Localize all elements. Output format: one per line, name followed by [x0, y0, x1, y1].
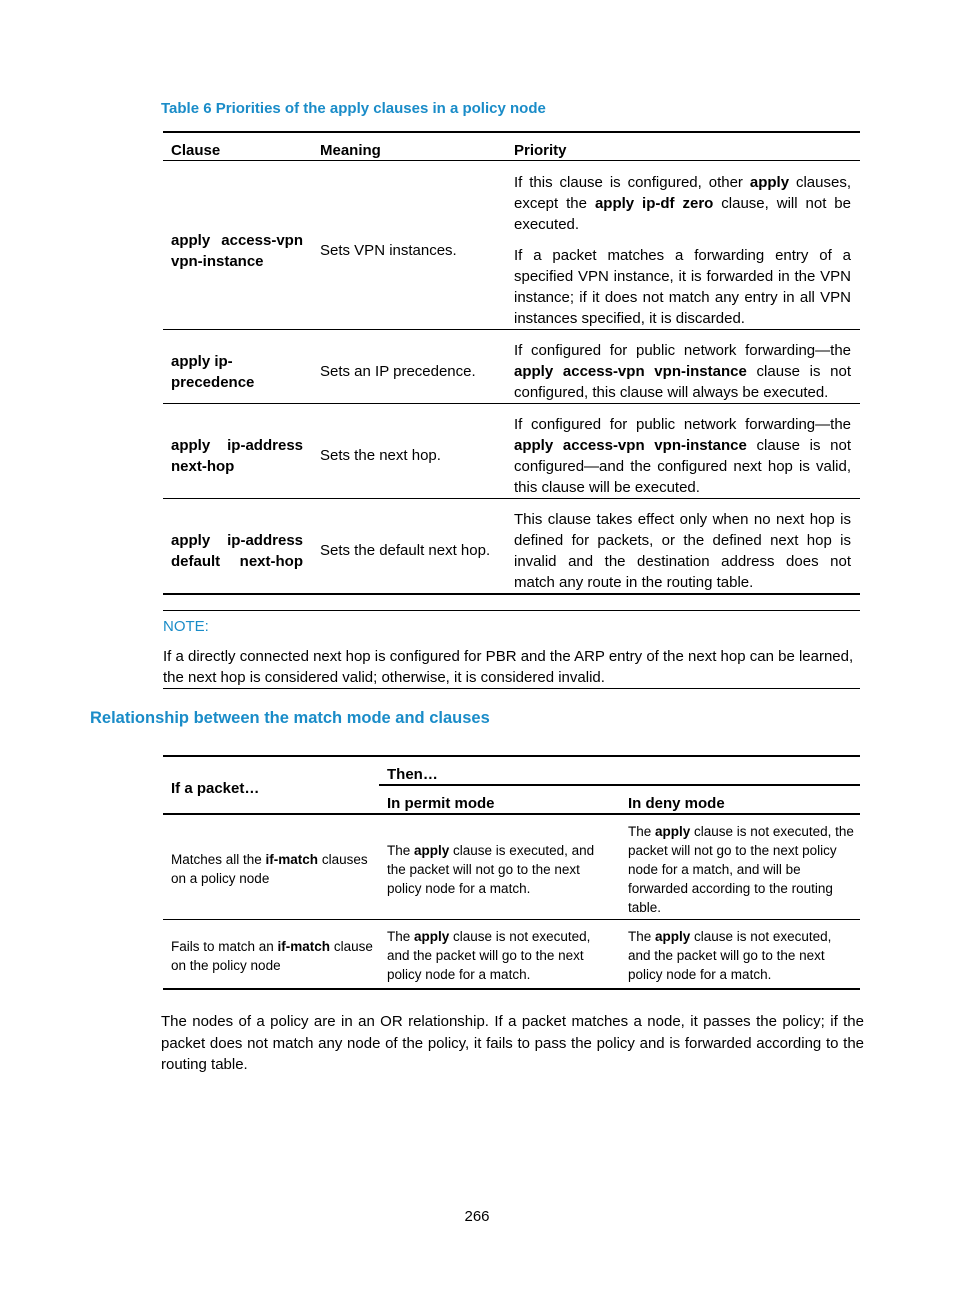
clause-cell: apply ip-precedence [171, 353, 255, 391]
body-paragraph: The nodes of a policy are in an OR relationship. If a packet matches a node, it passes the policy; if the packet does not match any node of the policy, it fails to pass the policy and is forwarded according to the routing table. [161, 1013, 864, 1073]
meaning-cell: Sets the next hop. [320, 447, 441, 464]
note-bottom-rule [163, 688, 860, 689]
table-row-divider [163, 498, 860, 499]
table-bottom-rule [163, 593, 860, 595]
priority-cell: If configured for public network forwarding—the apply access-vpn vpn-instance clause is not configured—and the configured next hop is valid, this clause will be executed. [514, 416, 852, 496]
priority-cell: If this clause is configured, other apply clauses, except the apply ip-df zero clause, will not be executed. [514, 174, 852, 233]
permit-cell: The apply clause is executed, and the packet will not go to the next policy node for a match. [387, 843, 595, 896]
table-caption: Table 6 Priorities of the apply clauses in a policy node [161, 100, 546, 117]
packet-cell: Matches all the if-match clauses on a policy node [171, 852, 368, 886]
column-header-clause: Clause [171, 142, 221, 159]
packet-cell: Fails to match an if-match clause on the policy node [171, 939, 373, 973]
meaning-cell: Sets VPN instances. [320, 242, 457, 259]
page-number: 266 [464, 1208, 490, 1225]
priority-cell: If configured for public network forwarding—the apply access-vpn vpn-instance clause is not configured, this clause will always be executed. [514, 342, 852, 401]
note-top-rule [163, 610, 860, 611]
deny-cell: The apply clause is not executed, and the packet will go to the next policy node for a match. [628, 929, 832, 982]
note-text: If a directly connected next hop is configured for PBR and the ARP entry of the next hop can be learned, the next hop is considered valid; otherwise, it is considered invalid. [163, 648, 854, 686]
column-header-packet: If a packet… [171, 780, 260, 797]
table-row-divider [163, 329, 860, 330]
table-subheader-rule [379, 784, 860, 786]
table-bottom-rule [163, 988, 860, 990]
deny-cell: The apply clause is not executed, the packet will not go to the next policy node for a match, and will be forwarded according to the routing table. [628, 824, 854, 915]
table-row-divider [163, 403, 860, 404]
clause-cell: apply ip-address default next-hop [171, 532, 303, 570]
table-header-rule [163, 813, 860, 815]
column-header-meaning: Meaning [320, 142, 381, 159]
column-header-permit: In permit mode [387, 795, 495, 812]
clause-cell: apply ip-address next-hop [171, 437, 303, 475]
section-title: Relationship between the match mode and clauses [90, 709, 490, 727]
meaning-cell: Sets an IP precedence. [320, 363, 476, 380]
column-header-deny: In deny mode [628, 795, 725, 812]
note-label: NOTE: [163, 618, 209, 635]
permit-cell: The apply clause is not executed, and the packet will go to the next policy node for a match. [387, 929, 591, 982]
meaning-cell: Sets the default next hop. [320, 542, 491, 559]
table-header-rule [163, 160, 860, 161]
table-top-rule [163, 131, 860, 133]
table-row-divider [163, 919, 860, 920]
column-header-then: Then… [387, 766, 438, 783]
clause-cell: apply access-vpn vpn-instance [171, 232, 303, 270]
priority-cell: This clause takes effect only when no next hop is defined for packets, or the defined next hop is invalid and the destination address does not match any route in the routing table. [514, 511, 851, 591]
table-top-rule [163, 755, 860, 757]
column-header-priority: Priority [514, 142, 567, 159]
priority-cell: If a packet matches a forwarding entry of a specified VPN instance, it is forwarded in the VPN instance; if it does not match any entry in all VPN instances specified, it is discarded. [514, 247, 851, 327]
